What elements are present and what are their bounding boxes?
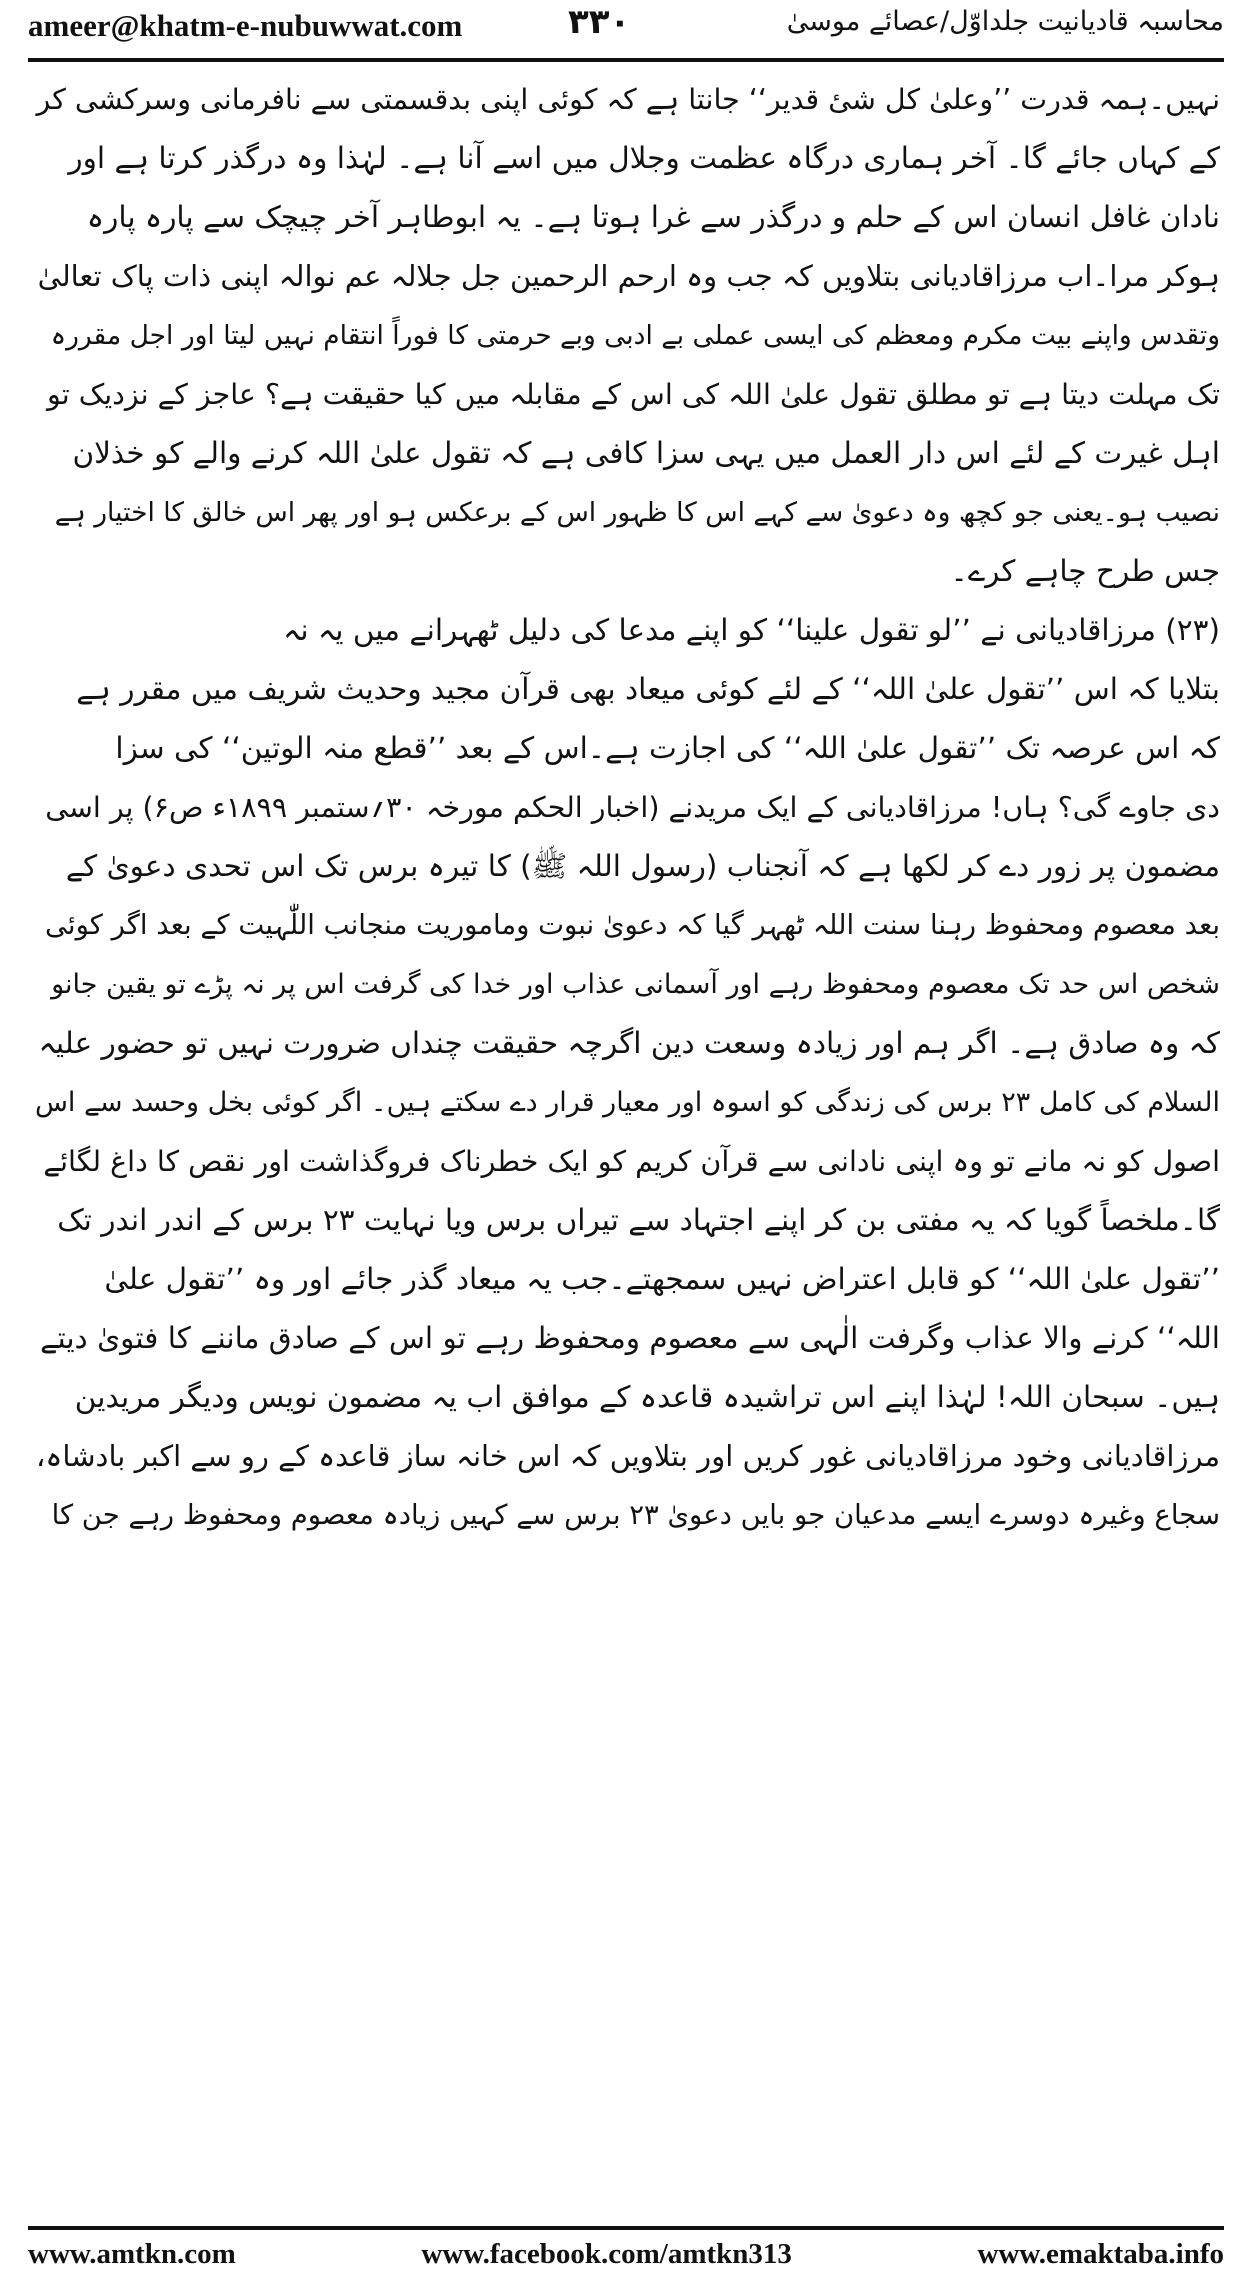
text-line: السلام کی کامل ۲۳ برس کی زندگی کو اسوہ اور معیار قرار دے سکتے ہیں۔ اگر کوئی بخل وحسد سے اس (34, 1087, 1220, 1118)
text-line: کے کہاں جائے گا۔ آخر ہماری درگاہ عظمت وجلال میں اسے آنا ہے۔ لہٰذا وہ درگذر کرتا ہے اور (68, 141, 1220, 175)
text-line: ’’تقول علیٰ اللہ‘‘ کو قابل اعتراض نہیں سمجھتے۔جب یہ میعاد گذر جائے اور وہ ’’تقول علیٰ (104, 1262, 1220, 1296)
page-header (28, 0, 1224, 54)
text-line: مرزاقادیانی وخود مرزاقادیانی غور کریں اور بتلاویں کہ اس خانہ ساز قاعدہ کے رو سے اکبر بادشاہ، (36, 1439, 1220, 1473)
body-text (34, 70, 1220, 1545)
text-line: بتلایا کہ اس ’’تقول علیٰ اللہ‘‘ کے لئے کوئی میعاد بھی قرآن مجید وحدیث شریف میں مقرر ہے (76, 672, 1220, 706)
text-line: کہ وہ صادق ہے۔ اگر ہم اور زیادہ وسعت دین اگرچہ حقیقت چنداں ضرورت نہیں تو حضور علیہ (38, 1026, 1220, 1060)
text-line: بعد معصوم ومحفوظ رہنا سنت اللہ ٹھہر گیا کہ دعویٰ نبوت وماموریت منجانب اللّٰہیت کے بعد اگر کوئی (45, 909, 1220, 941)
header-email: ameer@khatm-e-nubuwwat.com (28, 8, 463, 43)
footer-divider (28, 2226, 1224, 2230)
header-divider (28, 58, 1224, 62)
text-line: اہل غیرت کے لئے اس دار العمل میں یہی سزا کافی ہے کہ تقول علیٰ اللہ کرنے والے کو خذلان (72, 436, 1220, 470)
text-line: ہوکر مرا۔اب مرزاقادیانی بتلاویں کہ جب وہ ارحم الرحمین جل جلالہ عم نوالہ اپنی ذات پاک تعالیٰ (37, 259, 1220, 293)
text-line: تک مہلت دیتا ہے تو مطلق تقول علیٰ اللہ کی اس کے مقابلہ میں کیا حقیقت ہے؟ عاجز کے نزدیک تو (47, 378, 1220, 411)
text-line: ہیں۔ سبحان اللہ! لہٰذا اپنے اس تراشیدہ قاعدہ کے موافق اب یہ مضمون نویس ودیگر مریدین (74, 1380, 1220, 1414)
text-line: اللہ‘‘ کرنے والا عذاب وگرفت الٰہی سے معصوم ومحفوظ رہے تو اس کے صادق ماننے کا فتویٰ دیتے (40, 1321, 1220, 1355)
footer-link-facebook[interactable]: www.facebook.com/amtkn313 (421, 2238, 792, 2270)
footer-link-amtkn[interactable]: www.amtkn.com (28, 2238, 236, 2270)
text-line: (۲۳) مرزاقادیانی نے ’’لو تقول علینا‘‘ کو اپنے مدعا کی دلیل ٹھہرانے میں یہ نہ (283, 613, 1220, 647)
text-line: دی جاوے گی؟ ہاں! مرزاقادیانی کے ایک مریدنے (اخبار الحکم مورخہ ۳۰؍ستمبر ۱۸۹۹ء ص۶) پر اسی (45, 791, 1220, 824)
footer-link-emaktaba[interactable]: www.emaktaba.info (977, 2238, 1224, 2270)
text-line: جس طرح چاہے کرے۔ (950, 554, 1220, 588)
text-line: شخص اس حد تک معصوم ومحفوظ رہے اور آسمانی عذاب اور خدا کی گرفت اس پر نہ پڑے تو یقین جانو (51, 969, 1220, 1000)
text-line: سجاع وغیرہ دوسرے ایسے مدعیان جو بایں دعویٰ ۲۳ برس سے کہیں زیادہ معصوم ومحفوظ رہے جن کا (51, 1499, 1220, 1531)
text-line: نصیب ہو۔یعنی جو کچھ وہ دعویٰ سے کہے اس کا ظہور اس کے برعکس ہو اور پھر اس خالق کا اختیار ہے (54, 497, 1220, 528)
text-line: کہ اس عرصہ تک ’’تقول علیٰ اللہ‘‘ کی اجازت ہے۔اس کے بعد ’’قطع منہ الوتین‘‘ کی سزا (115, 731, 1220, 765)
text-line: وتقدس واپنے بیت مکرم ومعظم کی ایسی عملی بے ادبی وبے حرمتی کا فوراً انتقام نہیں لیتا اور اجل مقررہ (50, 320, 1220, 351)
text-line: گا۔ملخصاً گویا کہ یہ مفتی بن کر اپنے اجتہاد سے تیراں برس ویا نہایت ۲۳ برس کے اندر اندر تک (57, 1203, 1220, 1237)
text-line: مضمون پر زور دے کر لکھا ہے کہ آنجناب (رسول اللہ ﷺ) کا تیرہ برس تک اس تحدی دعویٰ کے (65, 849, 1220, 883)
text-line: نادان غافل انسان اس کے حلم و درگذر سے غرا ہوتا ہے۔ یہ ابوطاہر آخر چیچک سے پارہ پارہ (86, 200, 1220, 234)
page-number: ۳۳۰ (568, 2, 631, 42)
text-line: اصول کو نہ مانے تو وہ اپنی نادانی سے قرآن کریم کو ایک خطرناک فروگذاشت اور نقص کا داغ لگائے (43, 1145, 1220, 1178)
page-footer (28, 2238, 1224, 2272)
book-title: محاسبہ قادیانیت جلداوّل/عصائے موسیٰ (786, 6, 1224, 37)
text-line: نہیں۔ہمہ قدرت ’’وعلیٰ کل شیٔ قدیر‘‘ جانتا ہے کہ کوئی اپنی بدقسمتی سے نافرمانی وسرکشی کر (36, 83, 1220, 116)
